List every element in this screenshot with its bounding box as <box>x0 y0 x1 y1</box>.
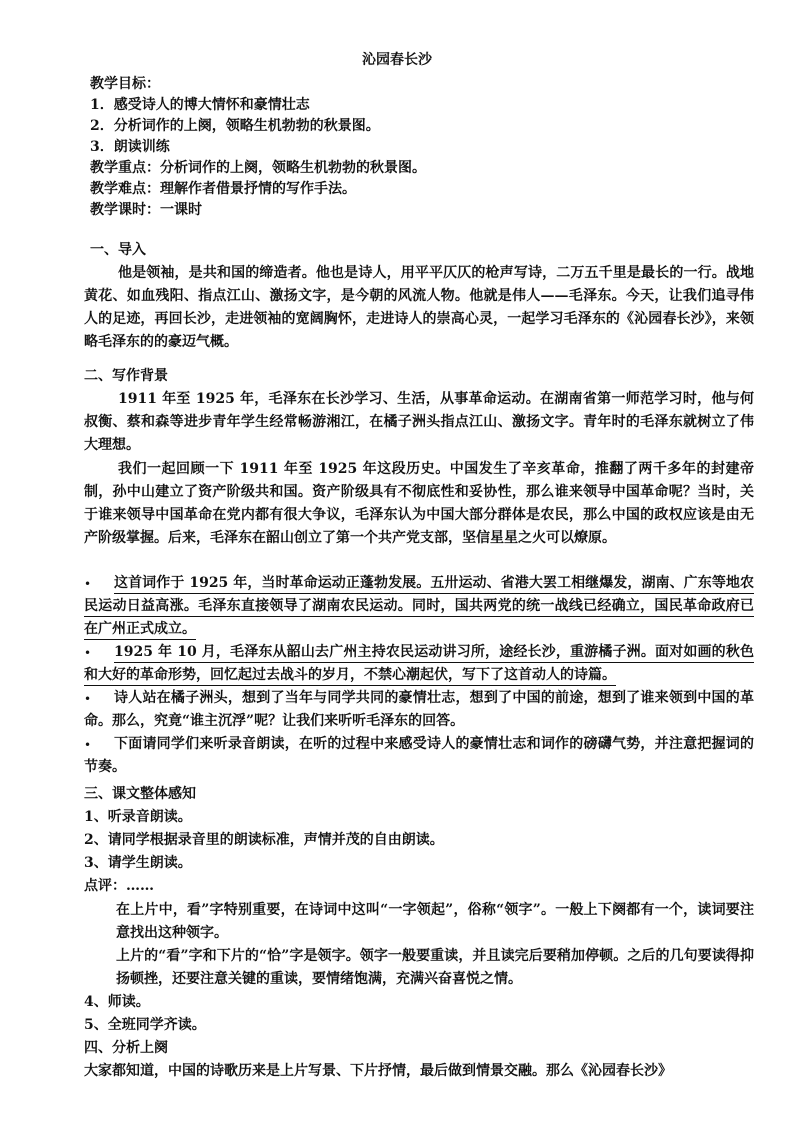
bullet-item-2-text: 1925 年 10 月，毛泽东从韶山去广州主持农民运动讲习所，途经长沙，重游橘子洲。面对如画的秋色和大好的革命形势，回忆起过去战斗的岁月，不禁心潮起伏，写下了这首动人的诗篇。 <box>84 644 754 686</box>
objective-item-1: 1．感受诗人的博大情怀和豪情壮志 <box>90 97 310 113</box>
bullet-glyph: • <box>84 577 92 591</box>
key-point: 教学重点：分析词作的上阕，领略生机勃勃的秋景图。 <box>90 160 426 176</box>
objective-item-2: 2．分析词作的上阕，领略生机勃勃的秋景图。 <box>90 118 380 134</box>
overview-item-1: 1、听录音朗读。 <box>84 809 192 825</box>
section-heading-analysis: 四、分析上阕 <box>84 1040 168 1056</box>
difficulty: 教学难点：理解作者借景抒情的写作手法。 <box>90 181 356 197</box>
objective-item-3: 3．朗读训练 <box>90 139 170 155</box>
background-paragraph-2: 我们一起回顾一下 1911 年至 1925 年这段历史。中国发生了辛亥革命，推翻了两千多年的封建帝制，孙中山建立了资产阶级共和国。资产阶级具有不彻底性和妥协性，那么谁来领导中国革命呢？当时，关于谁来领导中国革命在党内都有很大争议，毛泽东认为中国大部分群体是农民，那么中国的政权应该是由无产阶级掌握。后来，毛泽东在韶山创立了第一个共产党支部，坚信星星之火可以燎原。 <box>84 461 754 546</box>
bullet-item-4: 下面请同学们来听录音朗读，在听的过程中来感受诗人的豪情壮志和词作的磅礴气势，并注意把握词的节奏。 <box>84 736 754 775</box>
bullet-glyph: • <box>84 738 92 752</box>
overview-item-3: 3、请学生朗读。 <box>84 855 192 871</box>
document-title: 沁园春长沙 <box>362 52 432 68</box>
comment-label: 点评：…… <box>84 878 154 894</box>
bullet-glyph: • <box>84 692 92 706</box>
comment-paragraph-2: 上片的“看”字和下片的“恰”字是领字。领字一般要重读，并且读完后要稍加停顿。之后的几句要读得抑扬顿挫，还要注意关键的重读，要情绪饱满，充满兴奋喜悦之情。 <box>116 948 754 987</box>
analysis-paragraph: 大家都知道，中国的诗歌历来是上片写景、下片抒情，最后做到情景交融。那么《沁园春长沙》 <box>84 1063 672 1079</box>
overview-item-2: 2、请同学根据录音里的朗读标准，声情并茂的自由朗读。 <box>84 832 444 848</box>
intro-paragraph: 他是领袖，是共和国的缔造者。他也是诗人，用平平仄仄的枪声写诗，二万五千里是最长的一行。战地黄花、如血残阳、指点江山、激扬文字，是今朝的风流人物。他就是伟人——毛泽东。今天，让我们追寻伟人的足迹，再回长沙，走进领袖的宽阔胸怀，走进诗人的崇高心灵，一起学习毛泽东的《沁园春长沙》，来领略毛泽东的的豪迈气概。 <box>84 265 754 350</box>
overview-item-4: 4、师读。 <box>84 994 150 1010</box>
section-heading-background: 二、写作背景 <box>84 368 168 384</box>
comment-paragraph-1: 在上片中，看”字特别重要，在诗词中这叫“一字领起”，俗称“领字”。一般上下阕都有一个，读词要注意找出这种领字。 <box>116 902 754 941</box>
class-hours: 教学课时：一课时 <box>90 202 202 218</box>
bullet-glyph: • <box>84 646 92 660</box>
section-heading-overview: 三、课文整体感知 <box>84 786 196 802</box>
bullet-item-1-text: 这首词作于 1925 年，当时革命运动正蓬勃发展。五卅运动、省港大罢工相继爆发，湖南、广东等地农民运动日益高涨。毛泽东直接领导了湖南农民运动。同时，国共两党的统一战线已经确立，国民革命政府已在广州正式成立。 <box>84 575 754 640</box>
bullet-item-3: 诗人站在橘子洲头，想到了当年与同学共同的豪情壮志，想到了中国的前途，想到了谁来领到中国的革命。那么，究竟“谁主沉浮”呢？让我们来听听毛泽东的回答。 <box>84 690 754 729</box>
objectives-heading: 教学目标： <box>90 76 160 92</box>
bullet-item-1 <box>84 572 754 641</box>
overview-item-5: 5、全班同学齐读。 <box>84 1017 206 1033</box>
background-paragraph-1: 1911 年至 1925 年，毛泽东在长沙学习、生活，从事革命运动。在湖南省第一师范学习时，他与何叔衡、蔡和森等进步青年学生经常畅游湘江，在橘子洲头指点江山、激扬文字。青年时的毛泽东就树立了伟大理想。 <box>84 391 754 453</box>
bullet-item-2 <box>84 641 754 687</box>
section-heading-intro: 一、导入 <box>90 242 146 258</box>
